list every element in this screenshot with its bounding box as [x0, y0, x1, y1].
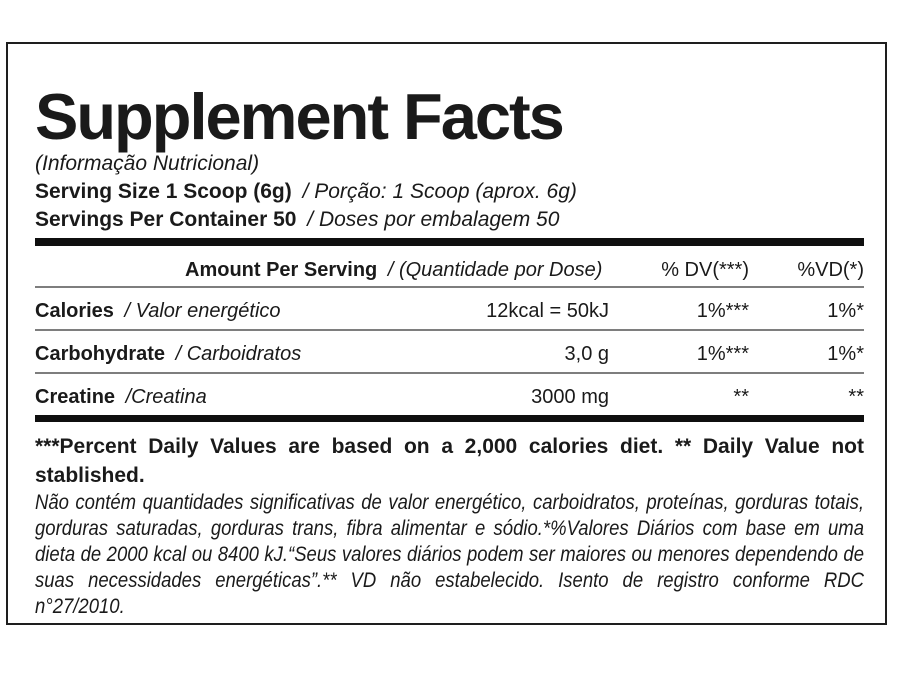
serving-size-pt: / Porção: 1 Scoop (aprox. 6g): [302, 180, 577, 203]
table-row-carbohydrate: [35, 331, 864, 374]
serving-size-line: [35, 179, 864, 205]
row-name-pt: / Carboidratos: [175, 343, 302, 365]
row-name-pt: / Valor energético: [124, 300, 281, 322]
row-name: [35, 300, 459, 323]
row-amount: 3,0 g: [564, 343, 609, 365]
row-name: [35, 386, 459, 409]
divider-bar-top: [35, 238, 864, 246]
row-vd-value: 1%*: [827, 343, 864, 365]
supplement-facts-panel: [6, 42, 887, 625]
serving-size-en: Serving Size 1 Scoop (6g): [35, 180, 292, 203]
row-name-en: Carbohydrate: [35, 343, 166, 365]
table-row-calories: [35, 288, 864, 331]
row-name-en: Creatine: [35, 386, 116, 408]
servings-per-container-line: [35, 207, 864, 233]
row-vd-value: **: [848, 386, 864, 408]
row-dv-value: 1%***: [696, 300, 749, 322]
header-quantidade-por-dose: / (Quantidade por Dose): [387, 259, 603, 281]
footnote-daily-values: ***Percent Daily Values are based on a 2,000 calories diet. ** Daily Value not stablished.: [35, 435, 864, 487]
row-name: [35, 343, 459, 366]
table-header-row: [35, 246, 864, 288]
header-percent-vd: %VD(*): [797, 259, 864, 281]
subtitle-informacao-nutricional: (Informação Nutricional): [35, 152, 260, 175]
table-row-creatine: [35, 374, 864, 415]
panel-title: Supplement Facts: [35, 80, 563, 153]
servings-per-container-en: Servings Per Container 50: [35, 208, 297, 231]
header-percent-dv: % DV(***): [661, 259, 749, 281]
servings-per-container-pt: / Doses por embalagem 50: [307, 208, 560, 231]
row-amount: 12kcal = 50kJ: [486, 300, 609, 322]
header-amount-per-serving: Amount Per Serving: [185, 259, 378, 281]
row-name-pt: /Creatina: [125, 386, 207, 408]
row-dv-value: 1%***: [696, 343, 749, 365]
row-dv-value: **: [733, 386, 749, 408]
footnote-portuguese: Não contém quantidades significativas de valor energético, carboidratos, proteínas, gorduras totais, gorduras saturadas, gorduras trans, fibra alimentar e sódio.*%Valores Diários com base em uma dieta de 2000 kcal ou 8400 kJ.“Seus valores diários podem ser maiores ou menores dependendo de suas necessidades energéticas”.** VD não estabelecido. Isento de registro conforme RDC n°27/2010.: [35, 491, 865, 618]
divider-bar-bottom: [35, 415, 864, 422]
panel-content: [8, 80, 885, 663]
row-amount: 3000 mg: [531, 386, 609, 408]
row-vd-value: 1%*: [827, 300, 864, 322]
row-name-en: Calories: [35, 300, 114, 322]
